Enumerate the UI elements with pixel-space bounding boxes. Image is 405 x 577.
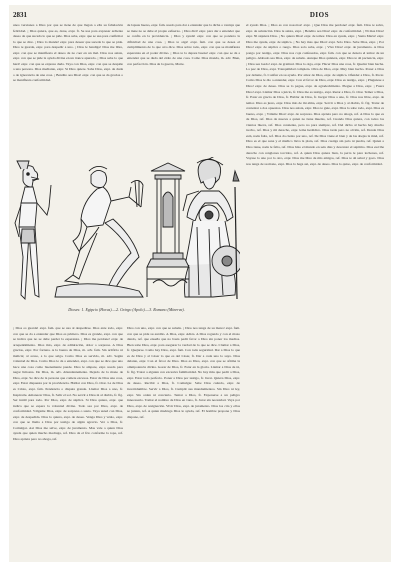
column-1-bottom <box>13 326 123 556</box>
figure-caption: Dioses: 1. Egipcio (Horus).—2. Griego (Apolo).—3. Romano (Minerva). <box>68 307 185 312</box>
page-header <box>9 11 391 21</box>
minerva-figure <box>183 157 240 299</box>
page-number: 2831 <box>13 11 27 19</box>
column-1-top <box>13 23 123 155</box>
dictionary-page <box>9 5 391 562</box>
column-2-top <box>127 23 240 155</box>
running-headword: DIOS <box>309 11 329 19</box>
column-2-bottom <box>127 326 240 556</box>
entry-text: unos versiones a Dios por que se tiene de que llegan a ella su fabulación felicidad. ¡ Dios quiera, que es, done, expr. fr. Se usa para expresar ardiente deseo de que suceda lo que se pide. Dios sabe, expr. que se usa para confirmar lo que se dice. ¡ Dios lo mande! expr. para desear que suceda lo que se pide. Dios te guarde, expr. para despedir a uno. ¡ Dios le bendiga! Dios me libre, expr. con que se manifiesta el deseo de no caer en un mal. Dios nos asista, expr. con que se pide la ayuda divina en un trance apurado. ¡ Dios sabe lo que hará! expr. con que se expresa duda. Vaya con Dios, expr. con que se despide a una persona. Dios mediante, expr. Si Dios quiere. Sabe Dios, expr. de duda o de ignorancia de una cosa. ¡ Bendito sea Dios! expr. con que se da gracias o se manifiesta conformidad. <box>13 23 123 83</box>
entry-text: de lapsus bueno, expr. fam. usado para dar a entender que la dicha o ventaja que se tiene no se debe al propio esfuerzo. ¡ Dios dirá! expr. para dar a entender que se confía en la providencia. ¡ Dios y ayuda! expr. con que se pondera la dificultad de una cosa. ¡ Dios te oiga! expr. fam. con que se desea el cumplimiento de lo que otro dice. Dios sobre todo, expr. con que se manifiesta esperanza en el poder divino. ¡ Dios te la depare buena! expr. con que se da a entender que se duda del éxito de una cosa. Como Dios manda, m. adv. Bien, con perfección. Dios de la guerra, Marte. <box>127 23 240 66</box>
entry-text: el ayudo Dios. ¡ Dios es con nosotros! expr. ¡ Que Dios me perdone! expr. fam. Dios te salve, expr. de salutación. Dios le asista, expr. ¡ Bendito sea Dios! expr. de conformidad. ¡ Ni mas Dios! expr. Ni siquiera Dios. ¡ No quiera Dios! expr. de temor. Dios en ayuda, expr. ¡ Santa Maria! expr. Dios me ayude, expr. de súplica. ¡ No hay mas que Dios! expr. Solo Dios. Sabe Dios, expr. ¡ Por Dios! expr. de súplica o ruego. Dios solo sabe, expr. ¡ Vive Dios! expr. de juramento. A Dios pongo por testigo, expr. Dios nos coja confesados, expr. fam. con que se denota el temor de un peligro. Alabado sea Dios, expr. de saludo. Aunque Dios quisiera, expr. Dios te dé paciencia, expr. ¡ Dios sea loado! expr. de gratitud. Dios lo oiga, expr. Hacer Dios una cosa, fr. Quedar bien hecha. La paz de Dios, expr. Tranquilidad completa. Obra de Dios, expr. Muy bien hecho. Poner a Dios por delante, fr. Confiar en su ayuda. Por amor de Dios, expr. de súplica. Ofender a Dios, fr. Pecar. Como Dios le dio a entender, expr. Con el favor de Dios, expr. Dios es testigo, expr. ¡ Pluguiese a Dios! expr. de deseo. Dios se lo pague, expr. de agradecimiento. Plegue a Dios, expr. ¡ Fuera Dios! expr. Llamar Dios a juicio, fr. Dios me es testigo, expr. Rezar a Dios, fr. Orar. Temer a Dios, fr. Estar en gracia de Dios, fr. Hablar de Dios, fr. Juzgar Dios a uno, fr. Dios nos libre, expr. de temor. Dios es justo, expr. Dios mío de mi alma, expr. Servir a Dios y al diablo, fr. fig. Tratar de contentar a dos opuestos. Dios nos asista, expr. Dios te guíe, expr. Dios lo sabe todo, expr. Dios es bueno, expr. ¡ Válame Dios! expr. de sorpresa. Dios aprieta pero no ahoga, ref. A Dios lo que es de Dios, ref. Dios da nueces a quien no tiene muelas, ref. Cuando Dios quiere, con todos los vientos llueve, ref. Dios consiente, pero no para siempre, ref. Del dicho al hecho hay mucho trecho, ref. Dios y mi derecho, expr. lema heráldico. Dios tarda pero no olvida, ref. Donde Dios está, nada falta, ref. Dios da ciento por uno, ref. De Dios viene el bien y de las abejas la miel, ref. Dios es el que sana y el médico lleva la plata, ref. Dios castiga sin palo ni piedra, ref. Quien a Dios tiene, nada le falta, ref. Dios hizo el mundo en seis días y descansó el séptimo. Dios escribe derecho con renglones torcidos, ref. A quien Dios quiere bien, la perra le pare lechones, ref. Vayase lo uno por lo otro, expr. Dios me libre de mis amigos, ref. Dios te dé salud y gozo. Dios nos tenga de su mano, expr. Dios lo haga así, expr. de deseo. Dios lo quiso, expr. de conformidad. <box>246 23 384 166</box>
gods-illustration <box>13 157 240 303</box>
horus-figure <box>15 161 51 299</box>
entry-text: Dios con uno, expr. con que se saluda. ¡ Dios nos tenga de su mano! expr. fam. con que se pide su auxilio. A Dios, expr. Adiós. A Dios rogando y con el mazo dando, ref. que enseña que no basta pedir favor a Dios sin poner los medios. Bien sabe Dios, expr. para asegurar la verdad de lo que se dice. Clamar a Dios, fr. Quejarse. Como hay Dios, expr. fam. Con toda seguridad. Dar a Dios lo que es de Dios y al César lo que es del César, fr. Dar a cada uno lo suyo. Dios delante, expr. Con el favor de Dios. Dios es Dios, expr. con que se afirma la omnipotencia divina. Gozar de Dios, fr. Estar en la gloria. Llamar a Dios de tú, fr. fig. Tratar a alguien con excesiva familiaridad. No hay más que pedir a Dios, expr. Estar todo perfecto. Poner a Dios por testigo, fr. Jurar. Quiera Dios, expr. de deseo. Recibir a Dios, fr. Comulgar. Sabe Dios cuándo, expr. de incertidumbre. Servir a Dios, fr. Cumplir sus mandamientos. Sin Dios ni ley, expr. Sin orden ni concierto. Tentar a Dios, fr. Exponerse a un peligro innecesario. Tomar el nombre de Dios en vano, fr. Jurar sin necesidad. Vaya por Dios, expr. de resignación. Vivir Dios, expr. de juramento. Dios los cría y ellos se juntan, ref. A quien madruga Dios le ayuda, ref. El hombre propone y Dios dispone, ref. <box>127 326 240 419</box>
entry-text: ¡ Dios os guarde! expr. fam. que se usa al despedirse. Dios ante todo, expr. con que se da a entender que Dios es primero. Dios es grande, expr. con que se indica que no se debe perder la esperanza. ¡ Dios me perdone! expr. de arrepentimiento. Dios mío, expr. de admiración, dolor o sorpresa. A Dios gracias, expr. Por fortuna. A la buena de Dios, m. adv. fam. Sin artificio ni malicia; al acaso, a lo que salga. Como Dios es servido, m. adv. Según voluntad de Dios. Como Dios le da a entender, expr. con que se dice que uno hace una cosa como buenamente puede. Dios le ampare, expr. usada para negar limosna. De Dios, m. adv. Abundantemente. Dejado de la mano de Dios, expr. Se dice de la persona que comete excesos. Estar de Dios una cosa, expr. Estar dispuesta por la providencia. Hablar con Dios, fr. Orar. La de Dios es Cristo, expr. fam. Pendencia o disputa grande. Llamar Dios a uno, fr. Inspirarle. Amanecer Dios, fr. Salir el sol. No servir a Dios ni al diablo, fr. fig. Ser inútil para todo. Por Dios, expr. de súplica. Si Dios quiere, expr. que indica que se espera la voluntad divina. Todo sea por Dios, expr. de conformidad. Válgame Dios, expr. de sorpresa o susto. Vaya usted con Dios, expr. de despedida. Dios lo quiera, expr. de deseo. Venga Dios y véalo, expr. con que se llama a Dios por testigo de algún agravio. Ver a Dios, fr. Comulgar. Así Dios me salve, expr. de juramento. Mas vale a quien Dios ayuda que quien mucho madruga, ref. Dios da el frío conforme la ropa, ref. Dios aprieta pero no ahoga, ref. <box>13 326 123 441</box>
shrine <box>147 163 189 297</box>
column-3 <box>246 23 384 556</box>
apollo-figure <box>55 166 143 297</box>
